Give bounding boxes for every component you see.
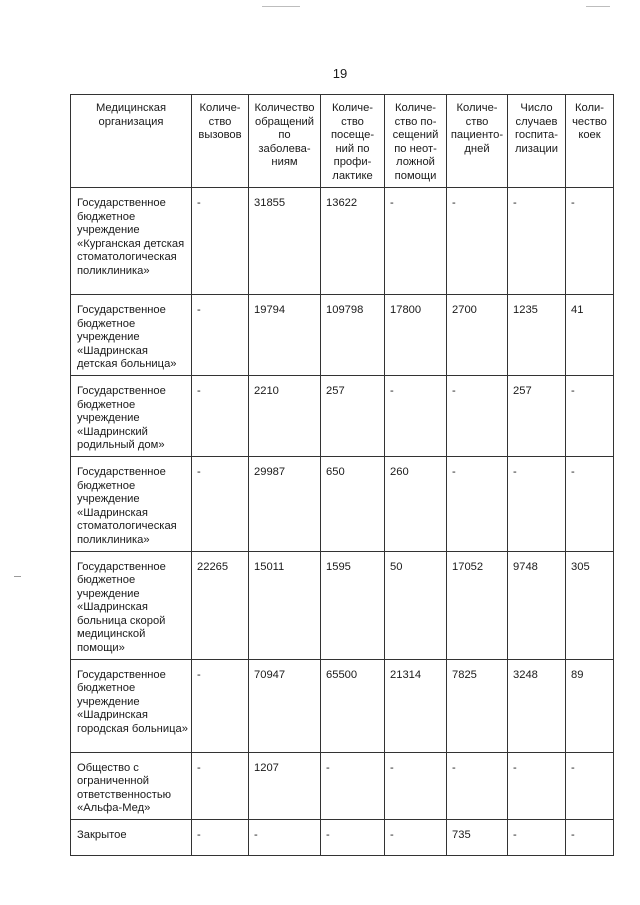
emergency-visits-cell: - bbox=[385, 188, 447, 295]
prevention-visits-cell: 650 bbox=[321, 456, 385, 551]
patient-days-cell: 17052 bbox=[447, 551, 508, 659]
disease-visits-cell: 70947 bbox=[249, 659, 321, 752]
patient-days-cell: - bbox=[447, 456, 508, 551]
table-row bbox=[71, 188, 614, 295]
disease-visits-cell: 29987 bbox=[249, 456, 321, 551]
prevention-visits-cell: 65500 bbox=[321, 659, 385, 752]
prevention-visits-cell: - bbox=[321, 820, 385, 856]
emergency-visits-cell: 17800 bbox=[385, 295, 447, 376]
calls-cell: - bbox=[192, 188, 249, 295]
disease-visits-cell: 19794 bbox=[249, 295, 321, 376]
scan-artifact bbox=[262, 6, 300, 7]
calls-cell: - bbox=[192, 295, 249, 376]
prevention-visits-cell: 257 bbox=[321, 375, 385, 456]
prevention-visits-cell: 13622 bbox=[321, 188, 385, 295]
patient-days-cell: - bbox=[447, 188, 508, 295]
hospitalizations-cell: 3248 bbox=[508, 659, 566, 752]
emergency-visits-cell: 50 bbox=[385, 551, 447, 659]
patient-days-cell: - bbox=[447, 375, 508, 456]
hospitalizations-cell: - bbox=[508, 752, 566, 819]
hospitalizations-cell: 257 bbox=[508, 375, 566, 456]
table-row bbox=[71, 820, 614, 856]
hospitalizations-cell: - bbox=[508, 188, 566, 295]
table-row bbox=[71, 659, 614, 752]
beds-cell: - bbox=[566, 752, 614, 819]
table-row bbox=[71, 375, 614, 456]
disease-visits-cell: 15011 bbox=[249, 551, 321, 659]
calls-cell: - bbox=[192, 375, 249, 456]
header-emergency-visits: Количе-ство по-сещений по неот-ложной помощи bbox=[385, 95, 447, 188]
table-row bbox=[71, 456, 614, 551]
hospitalizations-cell: 9748 bbox=[508, 551, 566, 659]
emergency-visits-cell: 260 bbox=[385, 456, 447, 551]
disease-visits-cell: 1207 bbox=[249, 752, 321, 819]
patient-days-cell: 7825 bbox=[447, 659, 508, 752]
header-hospitalizations: Число случаев госпита-лизации bbox=[508, 95, 566, 188]
patient-days-cell: 735 bbox=[447, 820, 508, 856]
prevention-visits-cell: 109798 bbox=[321, 295, 385, 376]
hospitalizations-cell: - bbox=[508, 820, 566, 856]
calls-cell: - bbox=[192, 820, 249, 856]
beds-cell: 89 bbox=[566, 659, 614, 752]
beds-cell: - bbox=[566, 375, 614, 456]
emergency-visits-cell: - bbox=[385, 752, 447, 819]
organization-name: Государственное бюджетное учреждение «Шадринский родильный дом» bbox=[71, 375, 192, 456]
header-beds: Коли-чество коек bbox=[566, 95, 614, 188]
calls-cell: 22265 bbox=[192, 551, 249, 659]
organization-name: Государственное бюджетное учреждение «Шадринская стоматологическая поликлиника» bbox=[71, 456, 192, 551]
header-organization: Медицинская организация bbox=[71, 95, 192, 188]
organization-name: Государственное бюджетное учреждение «Шадринская больница скорой медицинской помощи» bbox=[71, 551, 192, 659]
calls-cell: - bbox=[192, 659, 249, 752]
calls-cell: - bbox=[192, 752, 249, 819]
beds-cell: 305 bbox=[566, 551, 614, 659]
page-number: 19 bbox=[332, 66, 348, 81]
beds-cell: - bbox=[566, 188, 614, 295]
header-patient-days: Количе-ство пациенто-дней bbox=[447, 95, 508, 188]
patient-days-cell: - bbox=[447, 752, 508, 819]
disease-visits-cell: 31855 bbox=[249, 188, 321, 295]
calls-cell: - bbox=[192, 456, 249, 551]
organization-name: Государственное бюджетное учреждение «Шадринская детская больница» bbox=[71, 295, 192, 376]
header-disease-visits: Количество обращений по заболева-ниям bbox=[249, 95, 321, 188]
scan-artifact bbox=[586, 6, 610, 7]
hospitalizations-cell: - bbox=[508, 456, 566, 551]
emergency-visits-cell: - bbox=[385, 820, 447, 856]
prevention-visits-cell: - bbox=[321, 752, 385, 819]
beds-cell: 41 bbox=[566, 295, 614, 376]
organization-name: Государственное бюджетное учреждение «Курганская детская стоматологическая поликлиника» bbox=[71, 188, 192, 295]
header-calls: Количе-ство вызовов bbox=[192, 95, 249, 188]
hospitalizations-cell: 1235 bbox=[508, 295, 566, 376]
organization-name: Государственное бюджетное учреждение «Шадринская городская больница» bbox=[71, 659, 192, 752]
header-prevention-visits: Количе-ство посеще-ний по профи-лактике bbox=[321, 95, 385, 188]
emergency-visits-cell: 21314 bbox=[385, 659, 447, 752]
table-row bbox=[71, 551, 614, 659]
organization-name: Закрытое bbox=[71, 820, 192, 856]
organization-name: Общество с ограниченной ответственностью «Альфа-Мед» bbox=[71, 752, 192, 819]
beds-cell: - bbox=[566, 820, 614, 856]
prevention-visits-cell: 1595 bbox=[321, 551, 385, 659]
beds-cell: - bbox=[566, 456, 614, 551]
table-header-row bbox=[71, 95, 614, 188]
patient-days-cell: 2700 bbox=[447, 295, 508, 376]
disease-visits-cell: 2210 bbox=[249, 375, 321, 456]
table-row bbox=[71, 752, 614, 819]
disease-visits-cell: - bbox=[249, 820, 321, 856]
medical-organizations-table bbox=[70, 94, 614, 856]
emergency-visits-cell: - bbox=[385, 375, 447, 456]
table-row bbox=[71, 295, 614, 376]
scan-artifact bbox=[14, 576, 21, 577]
